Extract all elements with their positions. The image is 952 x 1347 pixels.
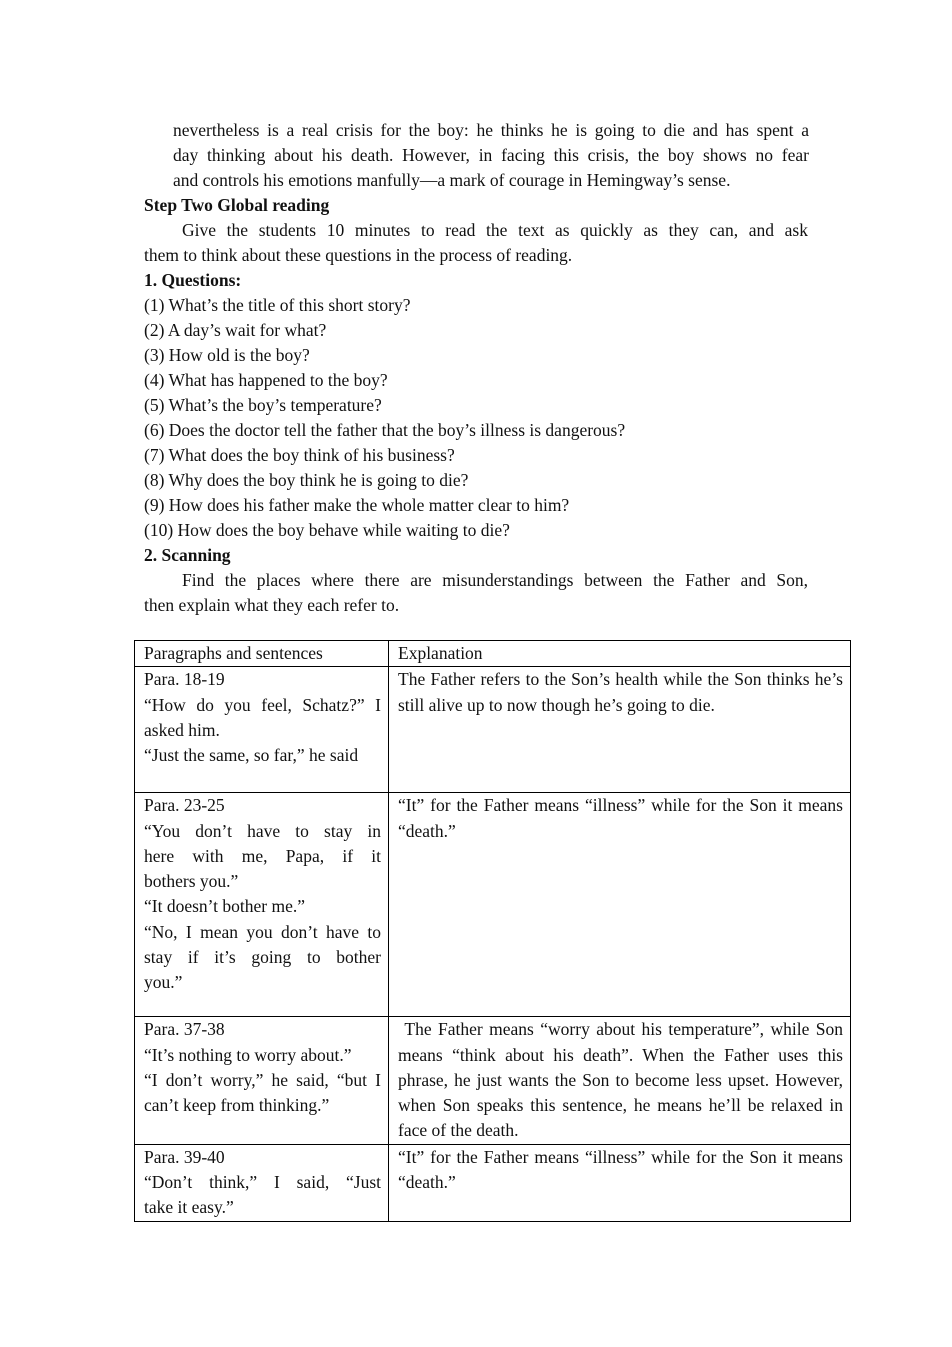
quote-line: bothers you.” xyxy=(144,871,239,892)
scanning-paragraph-line-1: Find the places where there are misunderstandings between the Father and Son, xyxy=(182,570,808,590)
quote-line: “Don’t think,” I said, “Just xyxy=(144,1172,381,1193)
paragraphs-cell xyxy=(135,1017,389,1144)
para-reference: Para. 37-38 xyxy=(144,1019,225,1040)
intro-line-2: day thinking about his death. However, in facing this crisis, the boy shows no fear xyxy=(173,145,809,165)
scanning-heading: 2. Scanning xyxy=(144,545,231,565)
quote-line: you.” xyxy=(144,972,183,993)
quote-line: “You don’t have to stay in xyxy=(144,820,381,841)
scanning-paragraph-line-2: then explain what they each refer to. xyxy=(144,595,400,615)
question-item: (1) What’s the title of this short story? xyxy=(144,295,411,315)
question-item: (5) What’s the boy’s temperature? xyxy=(144,395,382,415)
table-row xyxy=(135,667,851,793)
question-item: (2) A day’s wait for what? xyxy=(144,320,327,340)
questions-heading: 1. Questions: xyxy=(144,270,242,290)
table-header-cell: Paragraphs and sentences xyxy=(135,641,389,667)
quote-line: asked him. xyxy=(144,719,220,740)
para-reference: Para. 23-25 xyxy=(144,795,225,816)
table-row xyxy=(135,793,851,1017)
paragraphs-cell xyxy=(135,1144,389,1221)
misunderstandings-table xyxy=(134,640,851,1222)
quote-line: “It’s nothing to worry about.” xyxy=(144,1044,352,1065)
quote-line: “No, I mean you don’t have to xyxy=(144,921,381,942)
explanation-cell: The Father means “worry about his temperature”, while Son means “think about his death”. When the Father uses this phrase, he just wants the Son to become less upset. However, when Son speaks this sentence, he means he’ll be relaxed in face of the death. xyxy=(389,1017,851,1144)
step-two-paragraph-line-1: Give the students 10 minutes to read the text as quickly as they can, and ask xyxy=(182,220,808,240)
para-reference: Para. 18-19 xyxy=(144,669,225,690)
step-two-heading: Step Two Global reading xyxy=(144,195,330,215)
quote-line: “I don’t worry,” he said, “but I xyxy=(144,1069,381,1090)
table-header-row xyxy=(135,641,851,667)
quote-line: take it easy.” xyxy=(144,1197,234,1218)
paragraphs-cell xyxy=(135,793,389,1017)
question-item: (3) How old is the boy? xyxy=(144,345,310,365)
quote-line: can’t keep from thinking.” xyxy=(144,1095,330,1116)
question-item: (9) How does his father make the whole matter clear to him? xyxy=(144,495,570,515)
quote-line: “It doesn’t bother me.” xyxy=(144,896,306,917)
table-header-cell: Explanation xyxy=(389,641,851,667)
intro-line-3: and controls his emotions manfully—a mark of courage in Hemingway’s sense. xyxy=(173,170,731,190)
table-row xyxy=(135,1017,851,1144)
explanation-cell: “It” for the Father means “illness” while for the Son it means “death.” xyxy=(389,793,851,1017)
question-item: (8) Why does the boy think he is going to die? xyxy=(144,470,469,490)
intro-line-1: nevertheless is a real crisis for the boy: he thinks he is going to die and has spent a xyxy=(173,120,809,140)
quote-line: here with me, Papa, if it xyxy=(144,845,381,866)
explanation-cell: The Father refers to the Son’s health while the Son thinks he’s still alive up to now though he’s going to die. xyxy=(389,667,851,793)
para-reference: Para. 39-40 xyxy=(144,1146,225,1167)
question-item: (10) How does the boy behave while waiting to die? xyxy=(144,520,510,540)
step-two-paragraph-line-2: them to think about these questions in the process of reading. xyxy=(144,245,573,265)
quote-line: “Just the same, so far,” he said xyxy=(144,745,359,766)
question-item: (6) Does the doctor tell the father that the boy’s illness is dangerous? xyxy=(144,420,626,440)
explanation-cell: “It” for the Father means “illness” while for the Son it means “death.” xyxy=(389,1144,851,1221)
question-item: (4) What has happened to the boy? xyxy=(144,370,388,390)
quote-line: “How do you feel, Schatz?” I xyxy=(144,694,381,715)
quote-line: stay if it’s going to bother xyxy=(144,947,381,968)
paragraphs-cell xyxy=(135,667,389,793)
table-row xyxy=(135,1144,851,1221)
question-item: (7) What does the boy think of his business? xyxy=(144,445,455,465)
